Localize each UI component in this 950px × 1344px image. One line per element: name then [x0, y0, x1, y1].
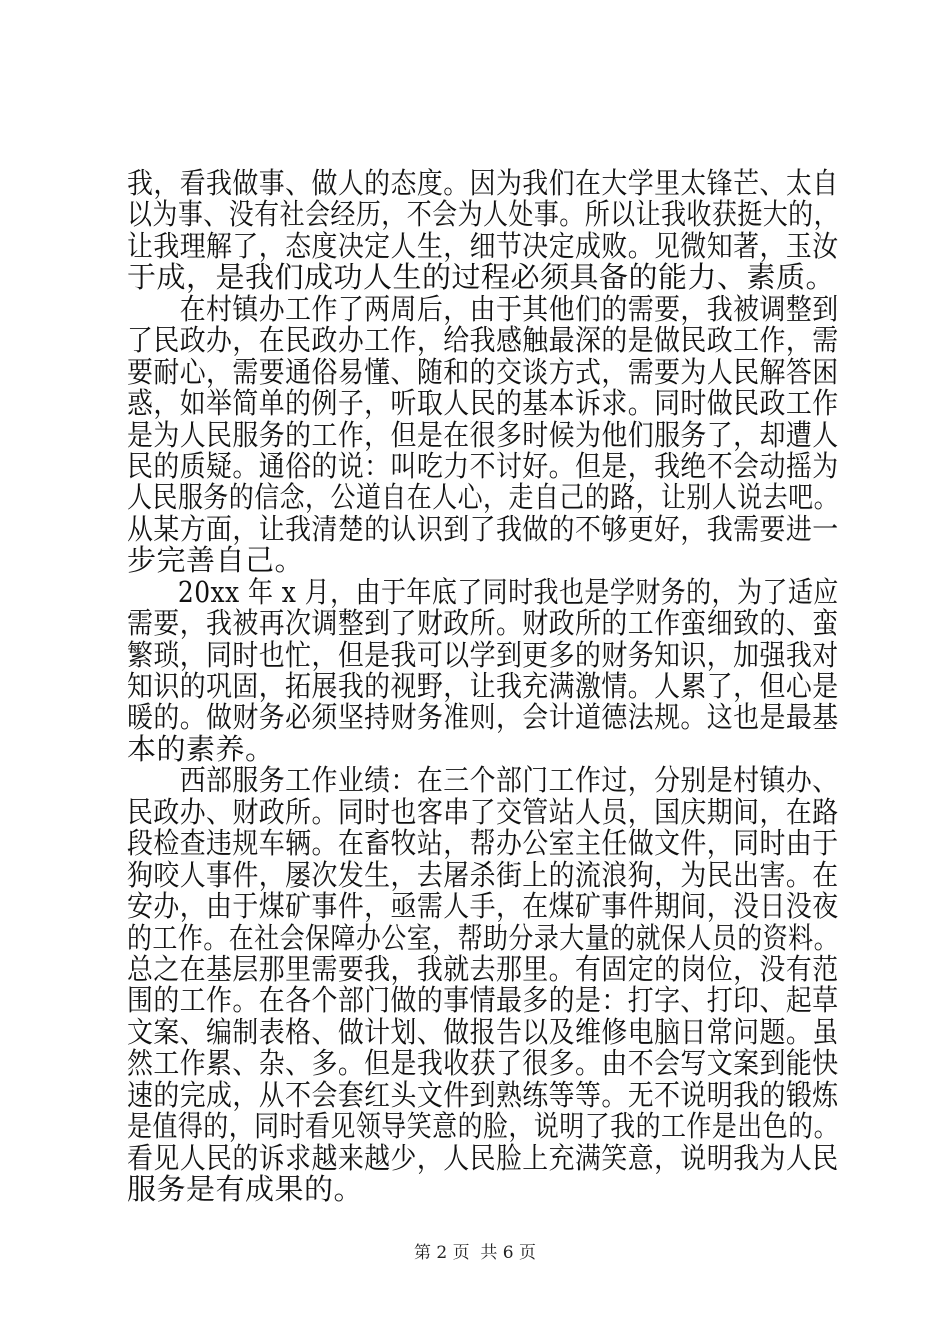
text-line: 是为人民服务的工作，但是在很多时候为他们服务了，却遭人 — [127, 417, 839, 452]
text-line: 围的工作。在各个部门做的事情最多的是：打字、打印、起草 — [127, 983, 839, 1018]
text-line: 民的质疑。通俗的说：叫吃力不讨好。但是，我绝不会动摇为 — [127, 448, 839, 483]
text-line: 需要，我被再次调整到了财政所。财政所的工作蛮细致的、蛮 — [127, 606, 839, 641]
page-footer — [0, 1242, 950, 1264]
text-line: 了民政办，在民政办工作，给我感触最深的是做民政工作，需 — [127, 323, 839, 358]
text-line: 在村镇办工作了两周后，由于其他们的需要，我被调整到 — [127, 291, 839, 326]
text-line: 段检查违规车辆。在畜牧站，帮办公室主任做文件，同时由于 — [127, 826, 839, 861]
text-line: 步完善自己。 — [127, 543, 305, 578]
text-line: 总之在基层那里需要我，我就去那里。有固定的岗位，没有范 — [127, 951, 839, 986]
text-line: 速的完成，从不会套红头文件到熟练等等。无不说明我的锻炼 — [127, 1077, 839, 1112]
text-line: 繁琐，同时也忙，但是我可以学到更多的财务知识，加强我对 — [127, 637, 839, 672]
text-line: 是值得的，同时看见领导笑意的脸，说明了我的工作是出色的。 — [127, 1109, 840, 1144]
page-number: 第 2 页 共 6 页 — [413, 1243, 537, 1263]
text-line: 然工作累、杂、多。但是我收获了很多。由不会写文案到能快 — [127, 1046, 839, 1081]
text-line: 暖的。做财务必须坚持财务准则，会计道德法规。这也是最基 — [127, 700, 839, 735]
text-line: 安办，由于煤矿事件，亟需人手，在煤矿事件期间，没日没夜 — [127, 889, 839, 924]
text-line: 于成，是我们成功人生的过程必须具备的能力、素质。 — [127, 260, 836, 295]
text-line: 的工作。在社会保障办公室，帮助分录大量的就保人员的资料。 — [127, 920, 840, 955]
text-line: 服务是有成果的。 — [127, 1172, 364, 1206]
text-line: 本的素养。 — [127, 731, 275, 766]
text-line: 我，看我做事、做人的态度。因为我们在大学里太锋芒、太自 — [127, 166, 839, 200]
text-line: 知识的巩固，拓展我的视野，让我充满激情。人累了，但心是 — [127, 669, 839, 703]
text-line: 从某方面，让我清楚的认识到了我做的不够更好，我需要进一 — [127, 511, 839, 546]
text-line: 要耐心，需要通俗易懂、随和的交谈方式，需要为人民解答困 — [127, 354, 839, 389]
text-line: 惑，如举简单的例子，听取人民的基本诉求。同时做民政工作 — [127, 386, 839, 421]
text-line: 西部服务工作业绩：在三个部门工作过，分别是村镇办、 — [127, 763, 839, 798]
text-line: 文案、编制表格、做计划、做报告以及维修电脑日常问题。虽 — [127, 1014, 839, 1049]
text-line: 看见人民的诉求越来越少，人民脸上充满笑意，说明我为人民 — [127, 1140, 839, 1175]
text-line: 让我理解了，态度决定人生，细节决定成败。见微知著，玉汝 — [127, 228, 839, 263]
text-line: 以为事、没有社会经历，不会为人处事。所以让我收获挺大的， — [127, 197, 840, 232]
text-line: 民政办、财政所。同时也客串了交管站人员，国庆期间，在路 — [127, 794, 839, 829]
body-text — [127, 168, 839, 1205]
text-line: 20xx 年 x 月，由于年底了同时我也是学财务的，为了适应 — [127, 574, 839, 609]
text-line: 人民服务的信念，公道自在人心，走自己的路，让别人说去吧。 — [127, 480, 840, 515]
text-line: 狗咬人事件，屡次发生，去屠杀街上的流浪狗，为民出害。在 — [127, 857, 839, 892]
